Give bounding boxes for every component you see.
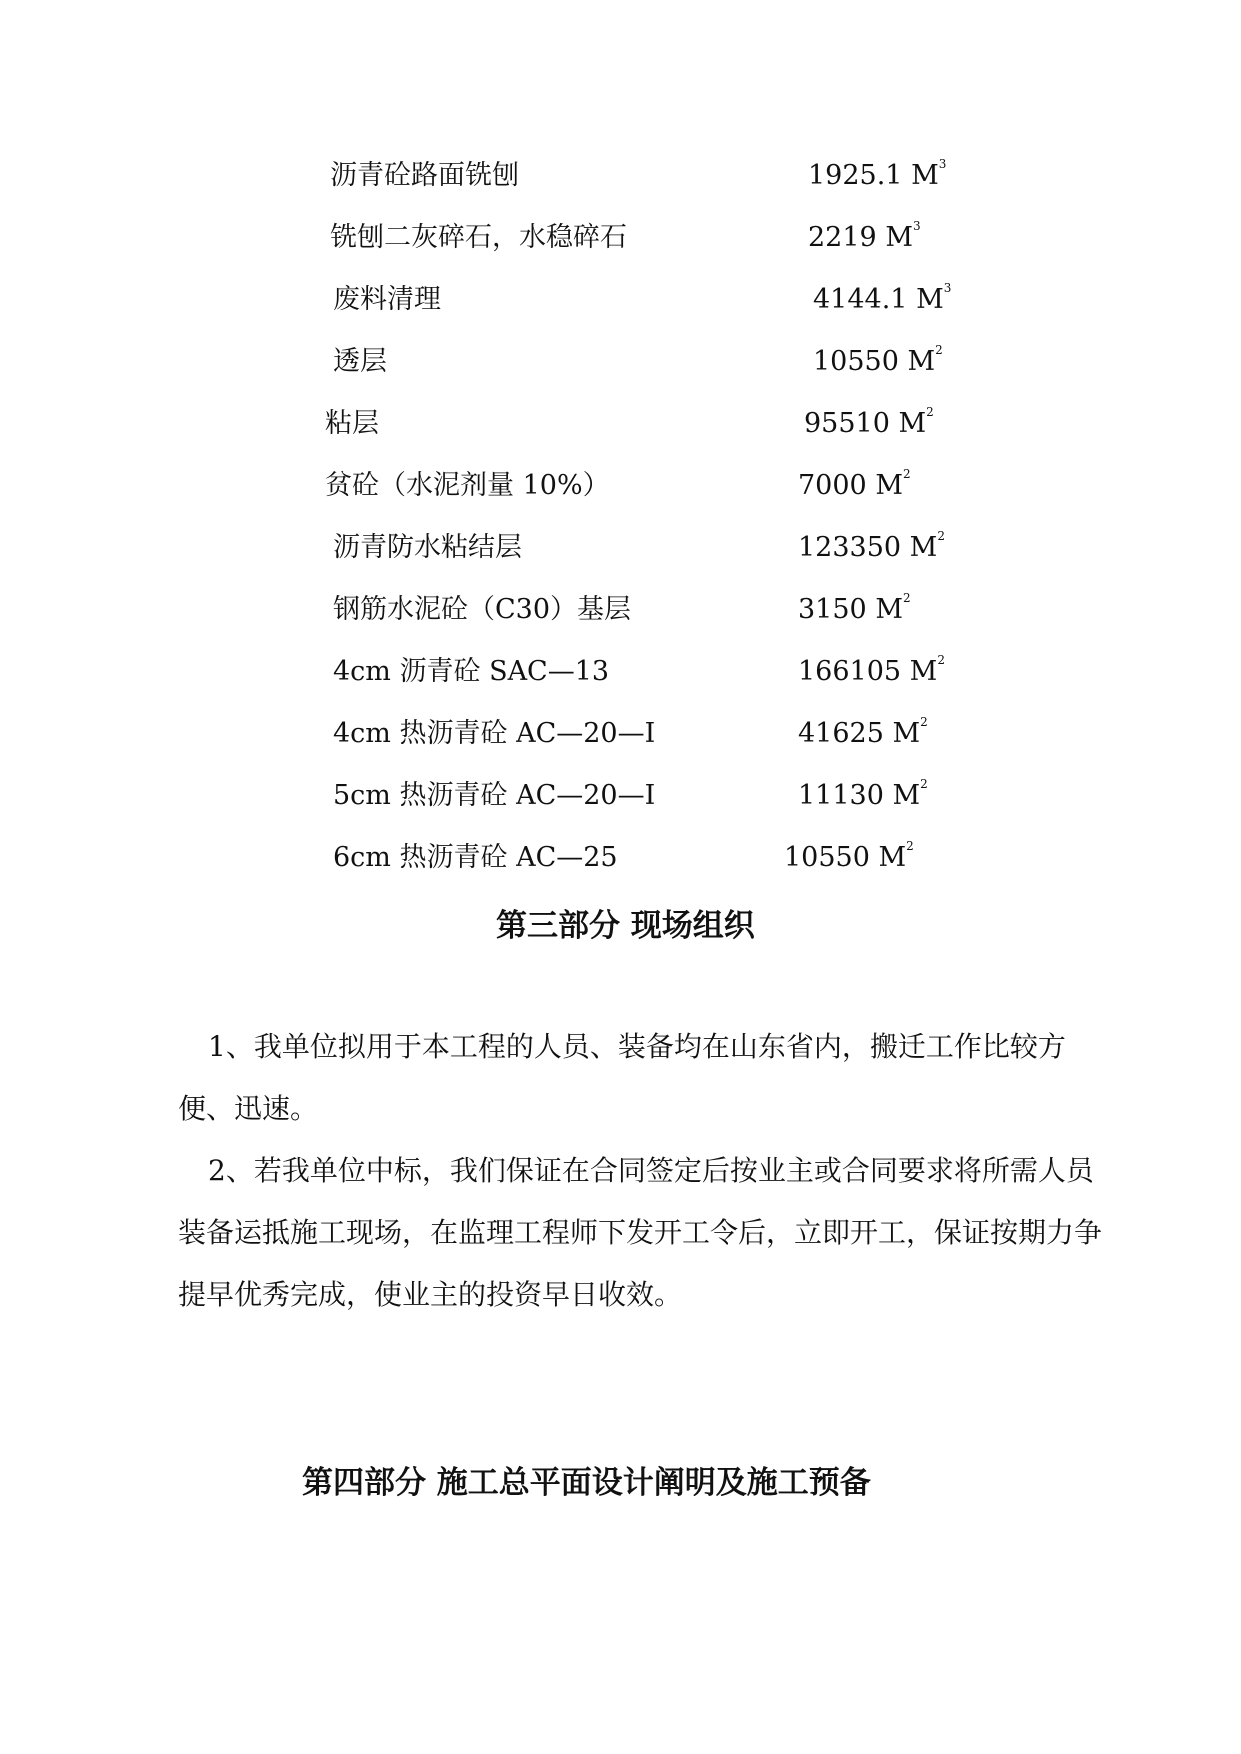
quantity-amount: 10550 $M^2$ <box>813 343 943 377</box>
quantity-item: 沥青砼路面铣刨 <box>330 160 519 191</box>
quantity-unit: $M^2$ <box>898 405 934 439</box>
quantity-amount: 1925.1 $M^3$ <box>808 157 947 191</box>
quantity-amount: 166105 $M^2$ <box>798 653 945 687</box>
quantity-amount: 11130 $M^2$ <box>798 777 928 811</box>
quantity-unit: $M^2$ <box>875 591 911 625</box>
quantity-item: 钢筋水泥砼（C30）基层 <box>333 594 632 625</box>
section3-heading: 第三部分 现场组织 <box>496 908 755 944</box>
quantity-unit: $M^2$ <box>892 777 928 811</box>
paragraph: 1、我单位拟用于本工程的人员、装备均在山东省内，搬迁工作比较方便、迅速。 <box>178 1030 1066 1125</box>
quantity-unit: $M^3$ <box>911 157 947 191</box>
quantity-item: 粘层 <box>325 408 379 439</box>
quantity-item: 5cm 热沥青砼 AC—20—I <box>333 780 656 811</box>
quantity-item: 6cm 热沥青砼 AC—25 <box>333 842 618 873</box>
quantity-item: 贫砼（水泥剂量 10%） <box>325 470 610 501</box>
quantity-amount: 10550 $M^2$ <box>784 839 914 873</box>
quantity-unit: $M^3$ <box>885 219 921 253</box>
quantity-amount: 123350 $M^2$ <box>798 529 945 563</box>
quantity-unit: $M^3$ <box>916 281 952 315</box>
quantity-unit: $M^2$ <box>875 467 911 501</box>
quantity-amount: 41625 $M^2$ <box>798 715 928 749</box>
quantity-unit: $M^2$ <box>907 343 943 377</box>
quantity-amount: 3150 $M^2$ <box>798 591 911 625</box>
quantity-amount: 7000 $M^2$ <box>798 467 911 501</box>
quantity-amount: 95510 $M^2$ <box>804 405 934 439</box>
quantity-amount: 2219 $M^3$ <box>808 219 921 253</box>
quantity-item: 透层 <box>333 346 387 377</box>
quantity-unit: $M^2$ <box>909 653 945 687</box>
quantity-item: 废料清理 <box>333 284 441 315</box>
paragraph: 2、若我单位中标，我们保证在合同签定后按业主或合同要求将所需人员装备运抵施工现场，在监理工程师下发开工令后，立即开工，保证按期力争提早优秀完成，使业主的投资早日收效。 <box>178 1154 1103 1311</box>
quantity-item: 4cm 热沥青砼 AC—20—I <box>333 718 656 749</box>
section4-heading: 第四部分 施工总平面设计阐明及施工预备 <box>302 1465 871 1501</box>
quantity-item: 4cm 沥青砼 SAC—13 <box>333 656 610 687</box>
quantity-item: 沥青防水粘结层 <box>333 532 522 563</box>
quantity-unit: $M^2$ <box>892 715 928 749</box>
quantity-unit: $M^2$ <box>878 839 914 873</box>
quantity-item: 铣刨二灰碎石，水稳碎石 <box>330 222 627 253</box>
section3-body <box>178 1016 1120 1326</box>
quantity-amount: 4144.1 $M^3$ <box>813 281 952 315</box>
quantity-unit: $M^2$ <box>909 529 945 563</box>
